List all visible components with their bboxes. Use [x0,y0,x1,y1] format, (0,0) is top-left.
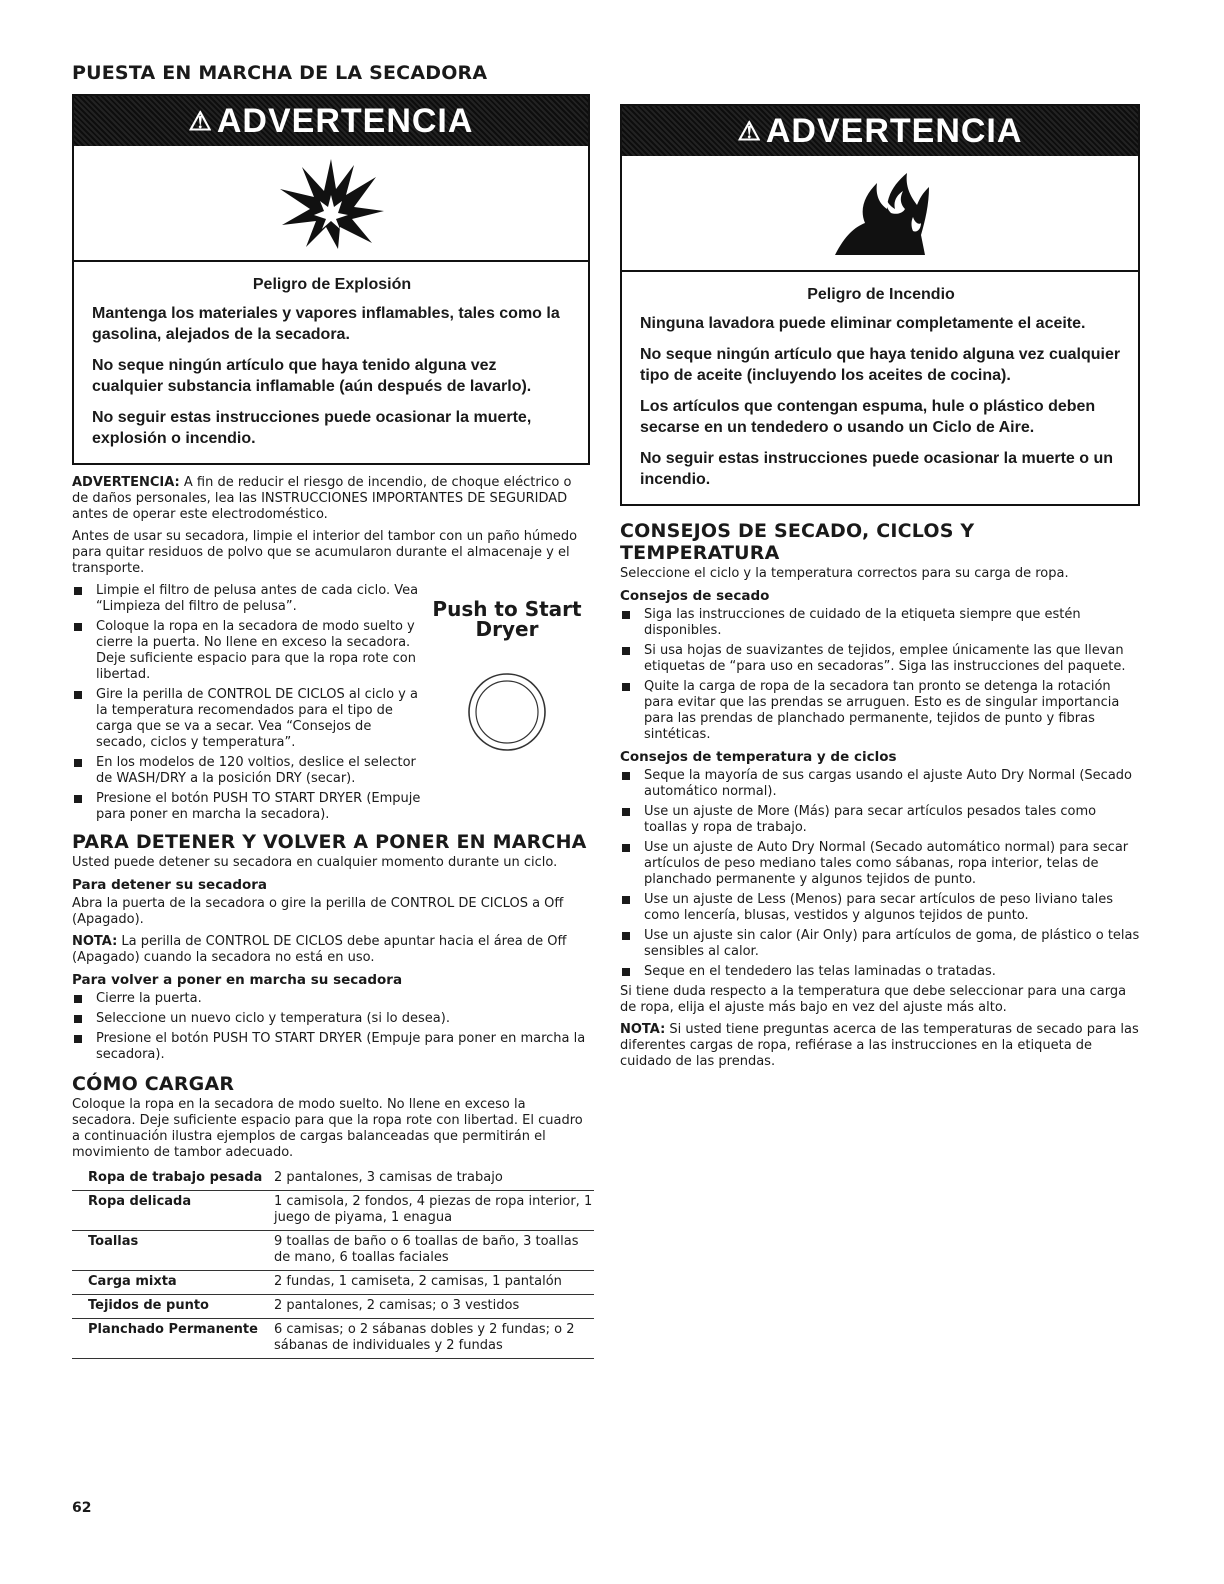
fire-warning-box [620,104,1140,506]
warning-header-text: ADVERTENCIA [216,101,474,140]
warning-paragraph: No seguir estas instrucciones puede ocasionar la muerte, explosión o incendio. [92,409,532,447]
nota-text: La perilla de CONTROL DE CICLOS debe apuntar hacia el área de Off (Apagado) cuando la secadora no está en uso. [72,934,567,965]
warning-body [74,262,588,463]
stop-note [72,934,590,966]
explosion-icon-area [74,146,588,262]
list-item: Limpie el filtro de pelusa antes de cada ciclo. Vea “Limpieza del filtro de pelusa”. [72,583,422,615]
nota-label: NOTA: [72,934,118,949]
start-steps-area [72,583,590,823]
list-item: Siga las instrucciones de cuidado de la etiqueta siempre que estén disponibles. [620,607,1140,639]
fire-icon-area [622,156,1138,272]
load-items: 2 pantalones, 2 camisas; o 3 vestidos [274,1295,594,1319]
warning-triangle-icon: ⚠ [188,105,213,136]
explosion-icon [276,155,386,251]
doubt-text: Si tiene duda respecto a la temperatura que debe seleccionar para una carga de ropa, elija el ajuste más bajo en vez del ajuste más alto. [620,984,1127,1015]
load-type: Planchado Permanente [72,1319,274,1359]
load-items: 9 toallas de baño o 6 toallas de baño, 3 toallas de mano, 6 toallas faciales [274,1231,594,1271]
stop-text: Abra la puerta de la secadora o gire la perilla de CONTROL DE CICLOS a Off (Apagado). [72,896,564,927]
table-row [72,1231,594,1271]
warning-paragraph: No seque ningún artículo que haya tenido alguna vez cualquier substancia inflamable (aún después de lavarlo). [92,357,532,395]
explosion-warning-box [72,94,590,465]
warning-header [622,106,1138,156]
drying-subheading: Consejos de secado [620,588,770,604]
section-title-start: PUESTA EN MARCHA DE LA SECADORA [72,62,488,84]
section-title-stop: PARA DETENER Y VOLVER A PONER EN MARCHA [72,831,587,853]
load-type: Ropa delicada [72,1191,274,1231]
advertencia-text: A fin de reducir el riesgo de incendio, de choque eléctrico o de daños personales, lea las INSTRUCCIONES IMPORTANTES DE SEGURIDAD antes de operar este electrodoméstico. [72,475,572,522]
temp-subheading: Consejos de temperatura y de ciclos [620,749,897,765]
load-items: 2 pantalones, 3 camisas de trabajo [274,1167,594,1191]
tips-intro: Seleccione el ciclo y la temperatura correctos para su carga de ropa. [620,566,1069,581]
table-row [72,1319,594,1359]
load-text: Coloque la ropa en la secadora de modo suelto. No llene en exceso la secadora. Deje suficiente espacio para que la ropa rote con libertad. El cuadro a continuación ilustra ejemplos de cargas balanceadas que permitirán el movimiento de tambor adecuado. [72,1097,583,1160]
page-number: 62 [72,1500,92,1516]
list-item: Seleccione un nuevo ciclo y temperatura (si lo desea). [72,1011,590,1027]
list-item: Coloque la ropa en la secadora de modo suelto y cierre la puerta. No llene en exceso la secadora. Deje suficiente espacio para que la ropa rote con libertad. [72,619,422,683]
warning-body [622,272,1138,504]
list-item: Si usa hojas de suavizantes de tejidos, emplee únicamente las que llevan etiquetas de “para uso en secadoras”. Siga las instrucciones del paquete. [620,643,1140,675]
fire-icon [825,165,935,261]
list-item: Presione el botón PUSH TO START DRYER (Empuje para poner en marcha la secadora). [72,1031,590,1063]
advertencia-label: ADVERTENCIA: [72,475,180,490]
warning-header-text: ADVERTENCIA [765,111,1023,150]
advertencia-note [72,475,590,523]
tips-note [620,1022,1140,1070]
warning-title: Peligro de Explosión [252,276,412,293]
section-title-load: CÓMO CARGAR [72,1073,235,1095]
restart-steps-list [72,991,590,1063]
list-item: Use un ajuste de More (Más) para secar artículos pesados tales como toallas y ropa de trabajo. [620,804,1140,836]
warning-paragraph: Mantenga los materiales y vapores inflamables, tales como la gasolina, alejados de la secadora. [92,305,560,343]
load-type: Carga mixta [72,1271,274,1295]
load-type: Ropa de trabajo pesada [72,1167,274,1191]
warning-paragraph: No seguir estas instrucciones puede ocasionar la muerte o un incendio. [640,450,1114,488]
list-item: Presione el botón PUSH TO START DRYER (Empuje para poner en marcha la secadora). [72,791,422,823]
stop-subheading: Para detener su secadora [72,877,268,893]
list-item: Gire la perilla de CONTROL DE CICLOS al ciclo y a la temperatura recomendados para el tipo de carga que se va a secar. Vea “Consejos de secado, ciclos y temperatura”. [72,687,422,751]
push-button-icon [462,667,552,757]
table-row [72,1167,594,1191]
list-item: En los modelos de 120 voltios, deslice el selector de WASH/DRY a la posición DRY (secar). [72,755,422,787]
table-row [72,1271,594,1295]
load-items: 6 camisas; o 2 sábanas dobles y 2 fundas; o 2 sábanas de individuales y 2 fundas [274,1319,594,1359]
list-item: Cierre la puerta. [72,991,590,1007]
load-type: Toallas [72,1231,274,1271]
list-item: Use un ajuste sin calor (Air Only) para artículos de goma, de plástico o telas sensibles al calor. [620,928,1140,960]
intro-text: Antes de usar su secadora, limpie el interior del tambor con un paño húmedo para quitar residuos de polvo que se acumularon durante el almacenaje y el transporte. [72,529,578,576]
table-row [72,1191,594,1231]
left-column [72,62,593,1359]
temp-tips-list [620,768,1140,980]
push-to-start-illustration [432,599,582,757]
list-item: Seque en el tendedero las telas laminadas o tratadas. [620,964,1140,980]
warning-triangle-icon: ⚠ [737,115,762,146]
nota-label: NOTA: [620,1022,666,1037]
stop-intro: Usted puede detener su secadora en cualquier momento durante un ciclo. [72,855,558,870]
warning-paragraph: Ninguna lavadora puede eliminar completamente el aceite. [640,315,1086,332]
warning-header [74,96,588,146]
load-items: 1 camisola, 2 fondos, 4 piezas de ropa interior, 1 juego de piyama, 1 enagua [274,1191,594,1231]
push-button-label-2: Dryer [475,617,539,641]
drying-tips-list [620,607,1140,743]
list-item: Seque la mayoría de sus cargas usando el ajuste Auto Dry Normal (Secado automático normal). [620,768,1140,800]
list-item: Use un ajuste de Auto Dry Normal (Secado automático normal) para secar artículos de peso mediano tales como sábanas, ropa interior, telas de planchado permanente y algunos tejidos de punto. [620,840,1140,888]
warning-title: Peligro de Incendio [807,286,955,303]
right-column [620,104,1140,1076]
load-type: Tejidos de punto [72,1295,274,1319]
section-title-tips: CONSEJOS DE SECADO, CICLOS Y TEMPERATURA [620,520,975,564]
push-button-label: Push to Start [432,597,582,621]
warning-paragraph: Los artículos que contengan espuma, hule o plástico deben secarse en un tendedero o usando un Ciclo de Aire. [640,398,1096,436]
nota-text: Si usted tiene preguntas acerca de las temperaturas de secado para las diferentes cargas de ropa, refiérase a las instrucciones en la etiqueta de cuidado de las prendas. [620,1022,1139,1069]
load-items: 2 fundas, 1 camiseta, 2 camisas, 1 pantalón [274,1271,594,1295]
warning-paragraph: No seque ningún artículo que haya tenido alguna vez cualquier tipo de aceite (incluyendo los aceites de cocina). [640,346,1121,384]
table-row [72,1295,594,1319]
start-steps-list [72,583,422,823]
load-table [72,1167,594,1359]
restart-subheading: Para volver a poner en marcha su secadora [72,972,403,988]
list-item: Quite la carga de ropa de la secadora tan pronto se detenga la rotación para evitar que las prendas se arruguen. Esto es de singular importancia para las prendas de planchado permanente, tejidos de punto y fibras sintéticas. [620,679,1140,743]
list-item: Use un ajuste de Less (Menos) para secar artículos de peso liviano tales como lencería, blusas, vestidos y algunos tejidos de punto. [620,892,1140,924]
